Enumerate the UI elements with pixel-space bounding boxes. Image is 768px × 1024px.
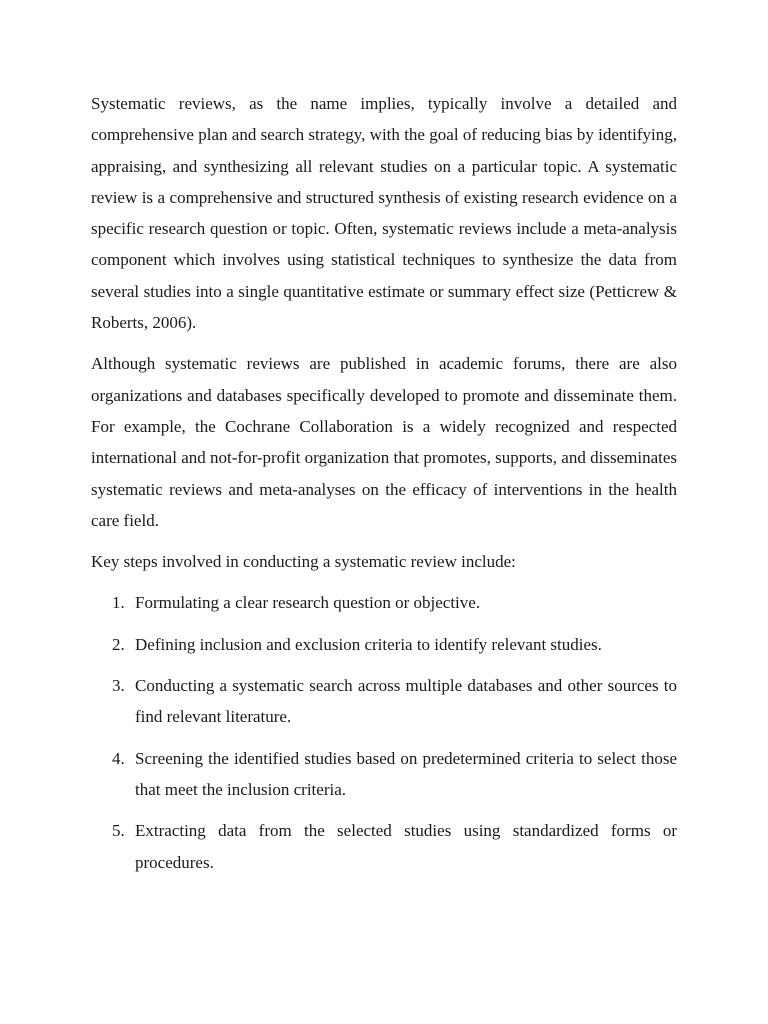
document-body: [91, 88, 677, 888]
list-item-number: 5.: [112, 821, 125, 841]
list-item-text: Defining inclusion and exclusion criteria to identify relevant studies.: [135, 634, 602, 654]
list-item-text: Conducting a systematic search across multiple databases and other sources to find relevant literature.: [135, 676, 677, 727]
list-item-text: Formulating a clear research question or objective.: [135, 593, 481, 613]
paragraph-organizations: Although systematic reviews are published in academic forums, there are also organizations and databases specifically developed to promote and disseminate them. For example, the Cochrane Collaboration is a widely recognized and respected international and not-for-profit organization that promotes, supports, and disseminates systematic reviews and meta-analyses on the efficacy of interventions in the health care field.: [91, 354, 677, 530]
list-item: [91, 743, 677, 806]
list-item: [91, 670, 677, 733]
list-item-number: 3.: [112, 676, 125, 696]
list-item-text: Extracting data from the selected studies using standardized forms or procedures.: [135, 821, 677, 872]
list-item: [91, 629, 677, 660]
key-steps-list: [91, 587, 677, 877]
list-item-number: 1.: [112, 593, 125, 613]
list-item-text: Screening the identified studies based on predetermined criteria to select those that meet the inclusion criteria.: [135, 748, 677, 799]
list-item-number: 2.: [112, 634, 125, 654]
paragraph-systematic-reviews: Systematic reviews, as the name implies, typically involve a detailed and comprehensive plan and search strategy, with the goal of reducing bias by identifying, appraising, and synthesizing all relevant studies on a particular topic. A systematic review is a comprehensive and structured synthesis of existing research evidence on a specific research question or topic. Often, systematic reviews include a meta-analysis component which involves using statistical techniques to synthesize the data from several studies into a single quantitative estimate or summary effect size (Petticrew & Roberts, 2006).: [91, 94, 677, 333]
paragraph-key-steps-intro: Key steps involved in conducting a systematic review include:: [91, 552, 516, 572]
list-item: [91, 815, 677, 878]
list-item-number: 4.: [112, 748, 125, 768]
list-item: [91, 587, 677, 618]
